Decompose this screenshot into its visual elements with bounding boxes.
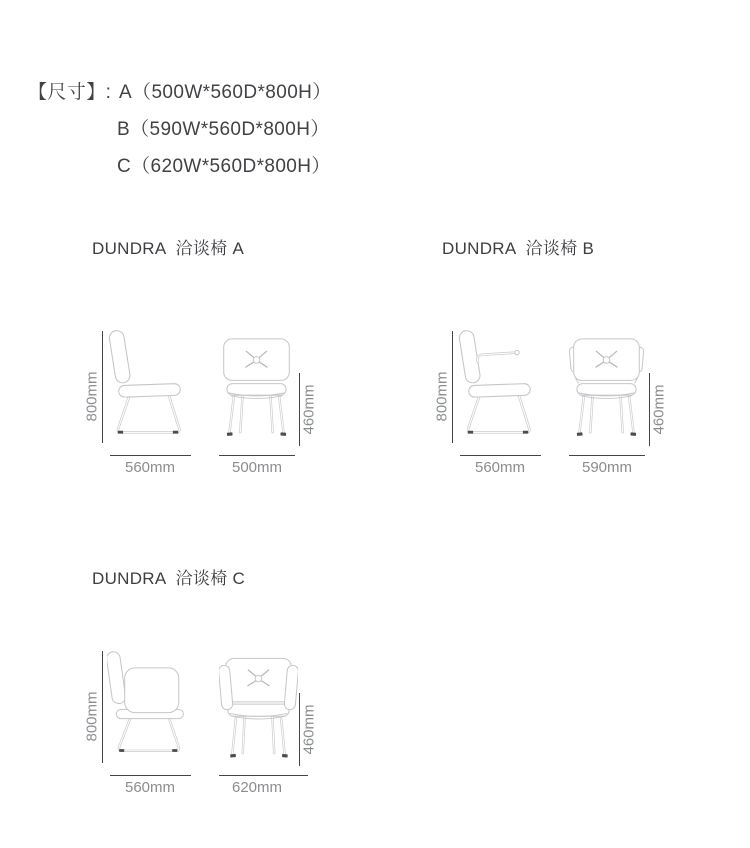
size-item-b: B（590W*560D*800H） <box>117 119 330 140</box>
panel-a-title: DUNDRA 洽谈椅 A <box>92 239 245 258</box>
width-dimension-label: 620mm <box>231 779 283 796</box>
height-dimension-label: 800mm <box>433 371 451 422</box>
legs <box>227 392 286 436</box>
legs <box>230 714 288 757</box>
depth-dimension-label: 560mm <box>474 459 526 476</box>
chair-panel-c <box>80 558 350 848</box>
chair-front-view-drawing <box>219 337 294 446</box>
sled-legs <box>468 396 530 434</box>
height-dimension-label: 800mm <box>83 371 101 422</box>
width-dimension-label: 500mm <box>231 459 283 476</box>
depth-dimension-label: 560mm <box>124 459 176 476</box>
height-dimension-line <box>102 651 103 763</box>
depth-dimension-label: 560mm <box>124 779 176 796</box>
chair-front-view-drawing <box>219 657 298 768</box>
panel-b-title: DUNDRA 洽谈椅 B <box>442 239 595 258</box>
button-icon <box>255 675 262 682</box>
backrest <box>107 651 126 705</box>
chair-side-view-drawing <box>457 328 539 446</box>
sled-legs <box>118 396 180 434</box>
depth-dimension-line <box>110 775 191 776</box>
height-dimension-line <box>452 331 453 443</box>
seat-cushion <box>119 383 181 397</box>
button-icon <box>603 357 610 364</box>
seat-height-dimension-label: 460mm <box>300 384 318 435</box>
seat-cushion <box>577 384 636 396</box>
seat-cushion <box>469 383 531 397</box>
chair-panel-b <box>430 228 700 528</box>
size-line-c <box>28 148 332 185</box>
button-icon <box>253 357 260 364</box>
height-dimension-line <box>102 331 103 443</box>
depth-dimension-line <box>110 455 191 456</box>
backrest <box>108 330 131 384</box>
panel-b-figure <box>430 328 672 488</box>
width-dimension-line <box>219 775 308 776</box>
panel-c-title: DUNDRA 洽谈椅 C <box>92 569 246 588</box>
size-item-a: A（500W*560D*800H） <box>118 82 332 103</box>
panel-a-figure <box>80 328 322 488</box>
seat-height-dimension-label: 460mm <box>650 384 668 435</box>
width-dimension-label: 590mm <box>581 459 633 476</box>
seat-height-dimension-label: 460mm <box>300 704 318 755</box>
size-line-b <box>28 111 332 148</box>
size-line-a <box>28 74 332 111</box>
width-dimension-line <box>569 455 645 456</box>
depth-dimension-line <box>460 455 541 456</box>
chair-side-view-drawing <box>107 328 189 446</box>
height-dimension-label: 800mm <box>83 691 101 742</box>
armrest <box>477 350 519 361</box>
chair-panel-a <box>80 228 350 528</box>
size-summary-label: 【尺寸】: <box>28 82 112 103</box>
chair-front-view-drawing <box>569 337 644 446</box>
legs <box>577 392 636 436</box>
panel-c-figure <box>80 648 322 808</box>
armrest-side-panel <box>125 668 179 713</box>
chair-side-view-drawing <box>107 648 189 766</box>
size-item-c: C（620W*560D*800H） <box>117 156 331 177</box>
size-summary <box>28 74 332 185</box>
width-dimension-line <box>219 455 295 456</box>
seat-cushion <box>227 384 286 396</box>
sled-legs <box>119 718 179 752</box>
